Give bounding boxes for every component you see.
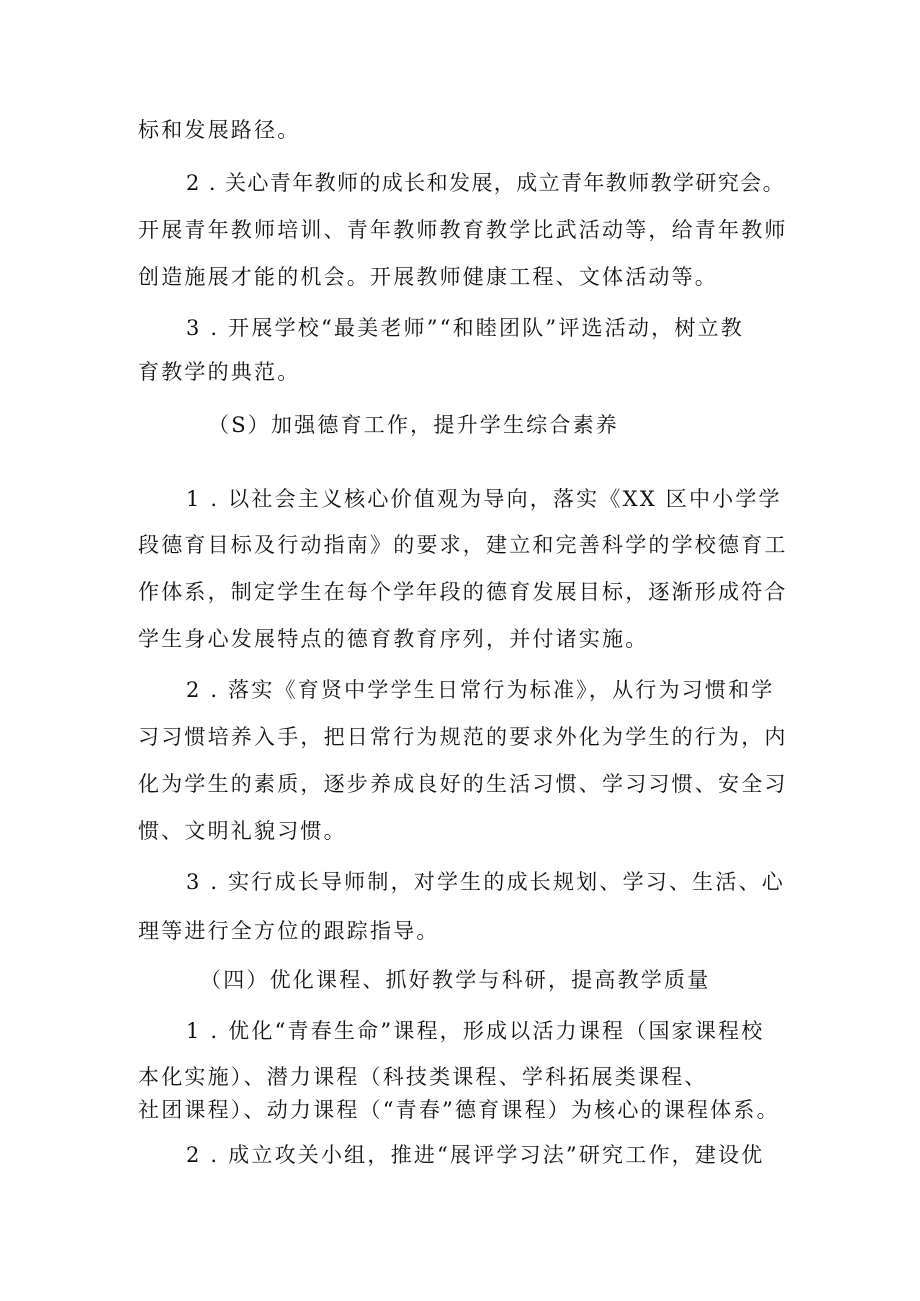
text-line: 育教学的典范。 <box>138 360 301 384</box>
text-line: 开展青年教师培训、青年教师教育教学比武活动等，给青年教师 <box>138 218 788 242</box>
text-line: 习习惯培养入手，把日常行为规范的要求外化为学生的行为，内 <box>138 725 788 749</box>
text-line: 3 . 开展学校“最美老师”“和睦团队”评选活动，树立教 <box>186 316 744 340</box>
text-line: 1 . 以社会主义核心价值观为导向，落实《XX 区中小学学 <box>186 487 782 511</box>
text-line: 化为学生的素质，逐步养成良好的生活习惯、学习习惯、安全习 <box>138 772 788 796</box>
text-line: 学生身心发展特点的德育教育序列，并付诸实施。 <box>138 627 649 651</box>
text-line: 作体系，制定学生在每个学年段的德育发展目标，逐渐形成符合 <box>138 580 788 604</box>
text-line: 段德育目标及行动指南》的要求，建立和完善科学的学校德育工 <box>138 533 788 557</box>
text-line: 2 . 落实《育贤中学学生日常行为标准》，从行为习惯和学 <box>186 678 775 702</box>
text-line: 社团课程）、动力课程（“青春”德育课程）为核心的课程体系。 <box>138 1098 780 1122</box>
text-line: 标和发展路径。 <box>138 118 301 142</box>
text-line: 创造施展才能的机会。开展教师健康工程、文体活动等。 <box>138 265 718 289</box>
text-line: 理等进行全方位的跟踪指导。 <box>138 919 440 943</box>
text-line: 2 . 成立攻关小组，推进“展评学习法”研究工作，建设优 <box>186 1143 765 1167</box>
text-line: 1 . 优化“青春生命”课程，形成以活力课程（国家课程校 <box>186 1019 765 1043</box>
text-line: 本化实施）、潜力课程（科技类课程、学科拓展类课程、 <box>138 1065 708 1089</box>
section-heading: （S）加强德育工作，提升学生综合素养 <box>208 413 619 437</box>
text-line: 3 . 实行成长导师制，对学生的成长规划、学习、生活、心 <box>186 870 785 894</box>
section-heading: （四）优化课程、抓好教学与科研，提高教学质量 <box>200 968 711 992</box>
text-line: 2 . 关心青年教师的成长和发展，成立青年教师教学研究会。 <box>186 171 785 195</box>
text-line: 惯、文明礼貌习惯。 <box>138 819 347 843</box>
